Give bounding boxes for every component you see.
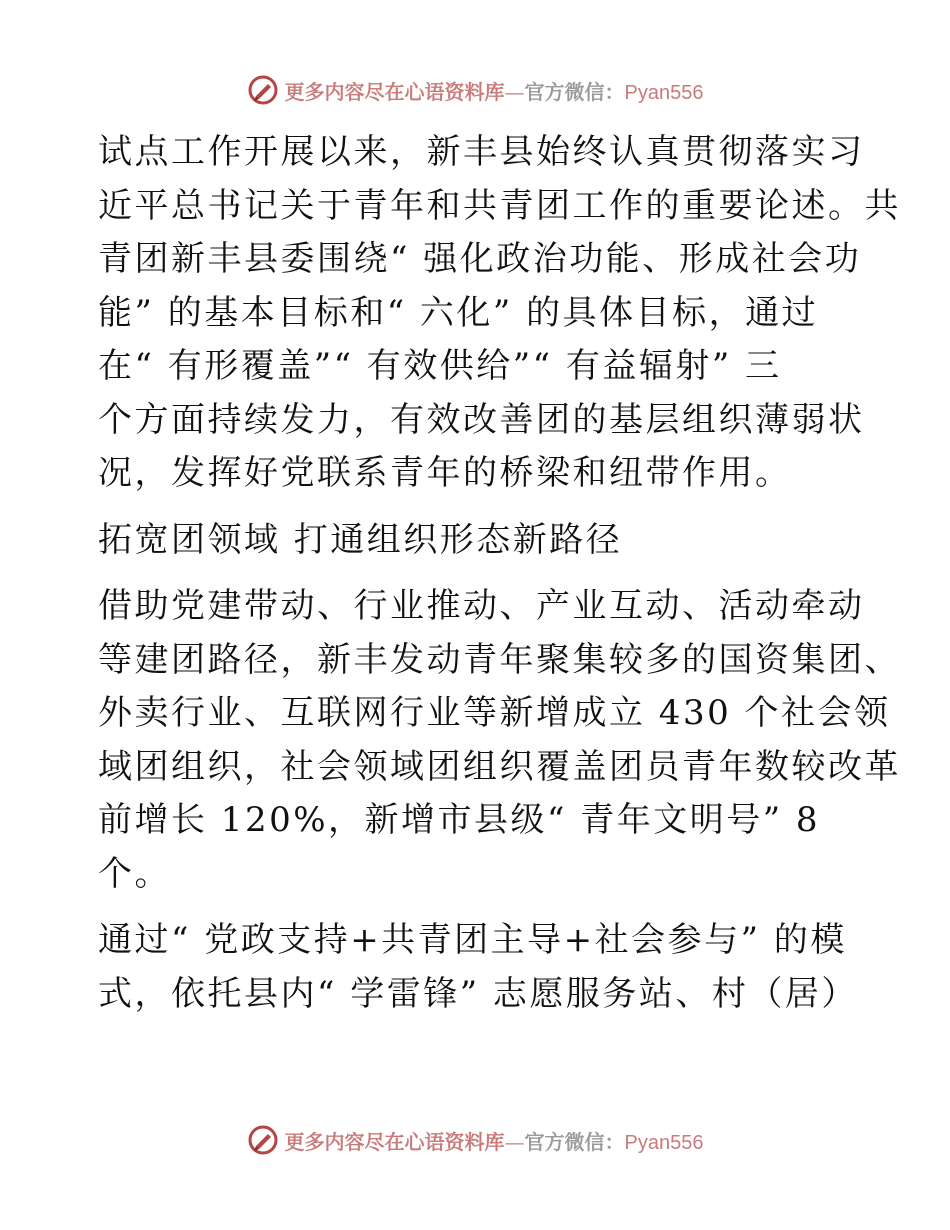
text-line: 式，依托县内“ 学雷锋” 志愿服务站、村（居） [98,973,858,1014]
text-line: 能” 的基本目标和“ 六化” 的具体目标，通过 [98,292,819,333]
text-line: 前增长 120%，新增市县级“ 青年文明号” 8 [98,800,821,840]
text-line: 拓宽团领域 打通组织形态新路径 [98,519,623,560]
watermark-wechat-id: Pyan556 [624,1131,704,1154]
text-line: 个。 [98,853,171,894]
watermark-wechat-label: 官方微信： [524,1129,625,1154]
text-line: 域团组织，社会领域团组织覆盖团员青年数较改革 [98,746,901,787]
text-line: 青团新丰县委围绕“ 强化政治功能、形成社会功 [98,239,862,279]
watermark-wechat-id: Pyan556 [624,81,704,104]
text-line: 借助党建带动、行业推动、产业互动、活动牵动 [98,586,865,626]
paragraph-intro [98,126,901,501]
text-line: 通过“ 党政支持+共青团主导+社会参与” 的模 [98,920,847,960]
watermark-wechat-label: 官方微信： [524,79,625,104]
footer-watermark [0,1124,950,1156]
text-line: 在“ 有形覆盖”“ 有效供给”“ 有益辐射” 三 [98,346,782,386]
watermark-dash: — [504,1129,525,1154]
paragraph-organizations [98,580,901,901]
pen-logo-icon [247,1124,279,1156]
section-heading [98,514,858,568]
watermark-site: 更多内容尽在心语资料库 [284,1129,505,1154]
document-body [98,126,901,1021]
watermark-dash: — [504,79,525,104]
header-watermark [0,74,950,106]
text-line: 况，发挥好党联系青年的桥梁和纽带作用。 [98,453,792,493]
text-line: 试点工作开展以来，新丰县始终认真贯彻落实习 [98,132,865,172]
text-line: 近平总书记关于青年和共青团工作的重要论述。共 [98,185,901,226]
paragraph-model [98,914,858,1021]
text-line: 个方面持续发力，有效改善团的基层组织薄弱状 [98,399,865,440]
text-line: 等建团路径，新丰发动青年聚集较多的国资集团、 [98,639,901,680]
text-line: 外卖行业、互联网行业等新增成立 430 个社会领 [98,693,891,733]
watermark-site: 更多内容尽在心语资料库 [284,79,505,104]
pen-logo-icon [247,74,279,106]
